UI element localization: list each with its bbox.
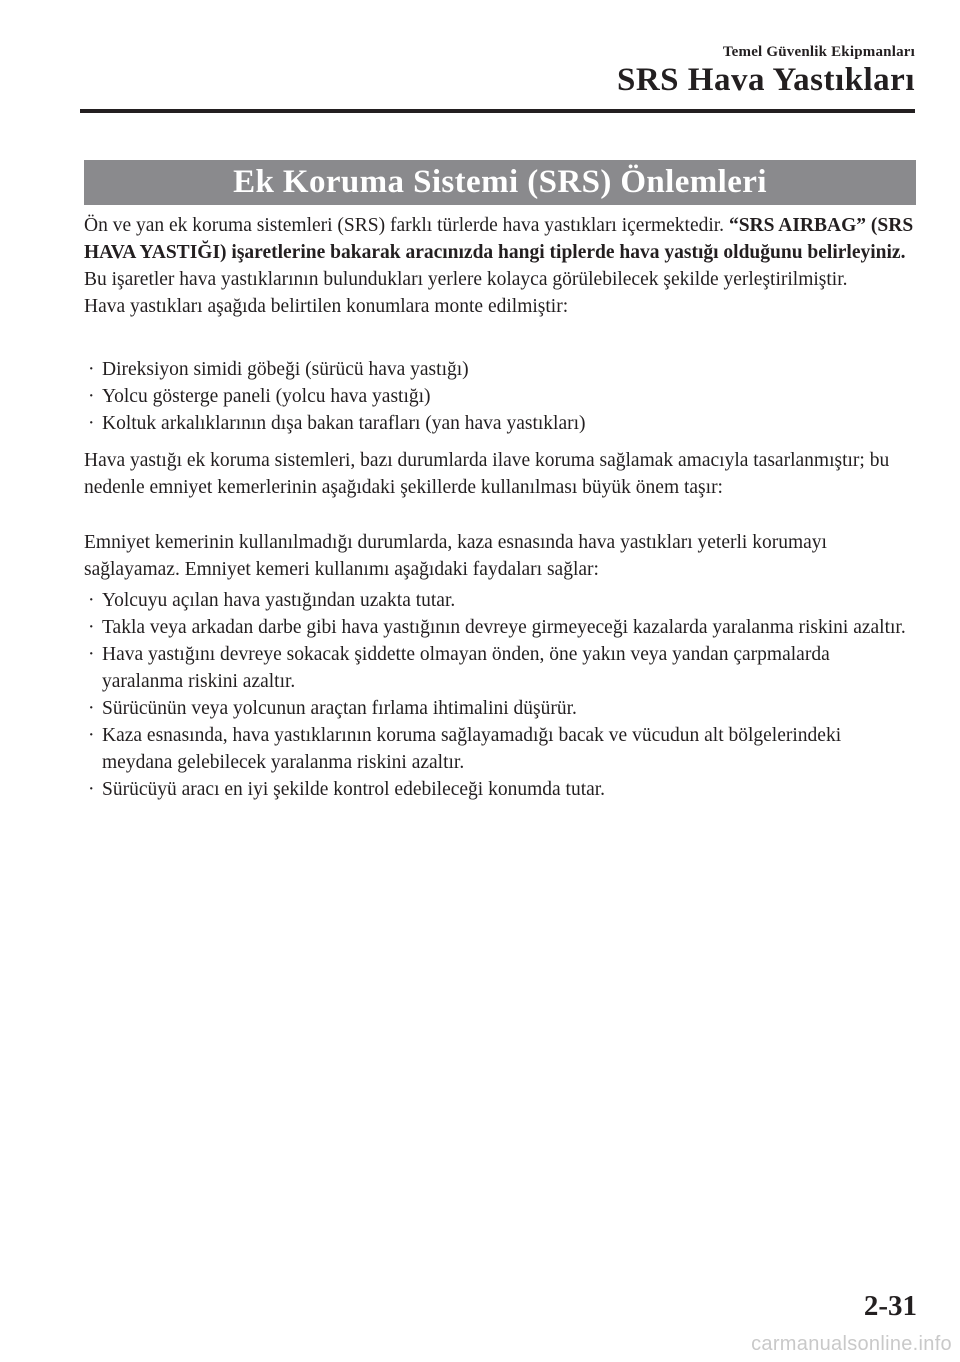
location-list [84, 356, 914, 437]
list-item [84, 614, 914, 641]
bullet-icon: · [88, 644, 95, 665]
list-item-text: Sürücünün veya yolcunun araçtan fırlama ihtimalini düşürür. [102, 698, 577, 719]
list-item-text: Takla veya arkadan darbe gibi hava yastığının devreye girmeyeceği kazalarda yaralanma riskini azaltır. [102, 617, 906, 638]
benefit-list [84, 587, 914, 803]
intro-paragraph [84, 212, 914, 293]
watermark: carmanualsonline.info [751, 1333, 952, 1355]
belt-benefits-intro: Emniyet kemerinin kullanılmadığı durumlarda, kaza esnasında hava yastıkları yeterli korumayı sağlayamaz. Emniyet kemeri kullanımı aşağıdaki faydaları sağlar: [84, 532, 827, 580]
bullet-icon: · [88, 698, 95, 719]
bullet-icon: · [88, 590, 95, 611]
list-item-text: Direksiyon simidi göbeği (sürücü hava yastığı) [102, 359, 469, 380]
list-item [84, 695, 914, 722]
list-item-text: Kaza esnasında, hava yastıklarının koruma sağlayamadığı bacak ve vücudun alt bölgelerindeki meydana gelebilecek yaralanma riskini azaltır. [102, 725, 842, 773]
list-item [84, 356, 914, 383]
list-item [84, 587, 914, 614]
bullet-icon: · [88, 725, 95, 746]
list-item-text: Hava yastığını devreye sokacak şiddette olmayan önden, öne yakın veya yandan çarpmalarda yaralanma riskini azaltır. [102, 644, 830, 692]
bullet-icon: · [88, 386, 95, 407]
bullet-icon: · [88, 779, 95, 800]
list-item-text: Yolcu gösterge paneli (yolcu hava yastığı) [102, 386, 431, 407]
list-item-text: Koltuk arkalıklarının dışa bakan tarafları (yan hava yastıkları) [102, 413, 586, 434]
locations-intro: Hava yastıkları aşağıda belirtilen konumlara monte edilmiştir: [84, 296, 569, 317]
list-item [84, 641, 914, 695]
chapter-title: SRS Hava Yastıkları [617, 62, 915, 98]
chapter-subtitle: Temel Güvenlik Ekipmanları [722, 44, 915, 60]
list-item-text: Sürücüyü aracı en iyi şekilde kontrol edebileceği konumda tutar. [102, 779, 606, 800]
bullet-icon: · [88, 359, 95, 380]
intro-text: Ön ve yan ek koruma sistemleri (SRS) farklı türlerde hava yastıkları içermektedir. [84, 215, 729, 236]
bullet-icon: · [88, 617, 95, 638]
page-content [84, 212, 914, 803]
bullet-icon: · [88, 413, 95, 434]
section-title: Ek Koruma Sistemi (SRS) Önlemleri [84, 160, 916, 205]
list-item [84, 383, 914, 410]
intro-text-continued: Bu işaretler hava yastıklarının bulundukları yerlere kolayca görülebilecek şekilde yerleştirilmiştir. [84, 269, 848, 290]
list-item-text: Yolcuyu açılan hava yastığından uzakta tutar. [102, 590, 456, 611]
list-item [84, 410, 914, 437]
list-item [84, 722, 914, 776]
intro-bold-text: “SRS AIRBAG” (SRS HAVA YASTIĞI) işaretlerine bakarak aracınızda hangi tiplerde hava yastığı olduğunu belirleyiniz. [84, 215, 914, 263]
page-number: 2-31 [863, 1290, 917, 1322]
header-divider [80, 109, 915, 113]
list-item [84, 776, 914, 803]
belt-importance-paragraph: Hava yastığı ek koruma sistemleri, bazı durumlarda ilave koruma sağlamak amacıyla tasarlanmıştır; bu nedenle emniyet kemerlerinin aşağıdaki şekillerde kullanılması büyük önem taşır: [84, 450, 890, 498]
